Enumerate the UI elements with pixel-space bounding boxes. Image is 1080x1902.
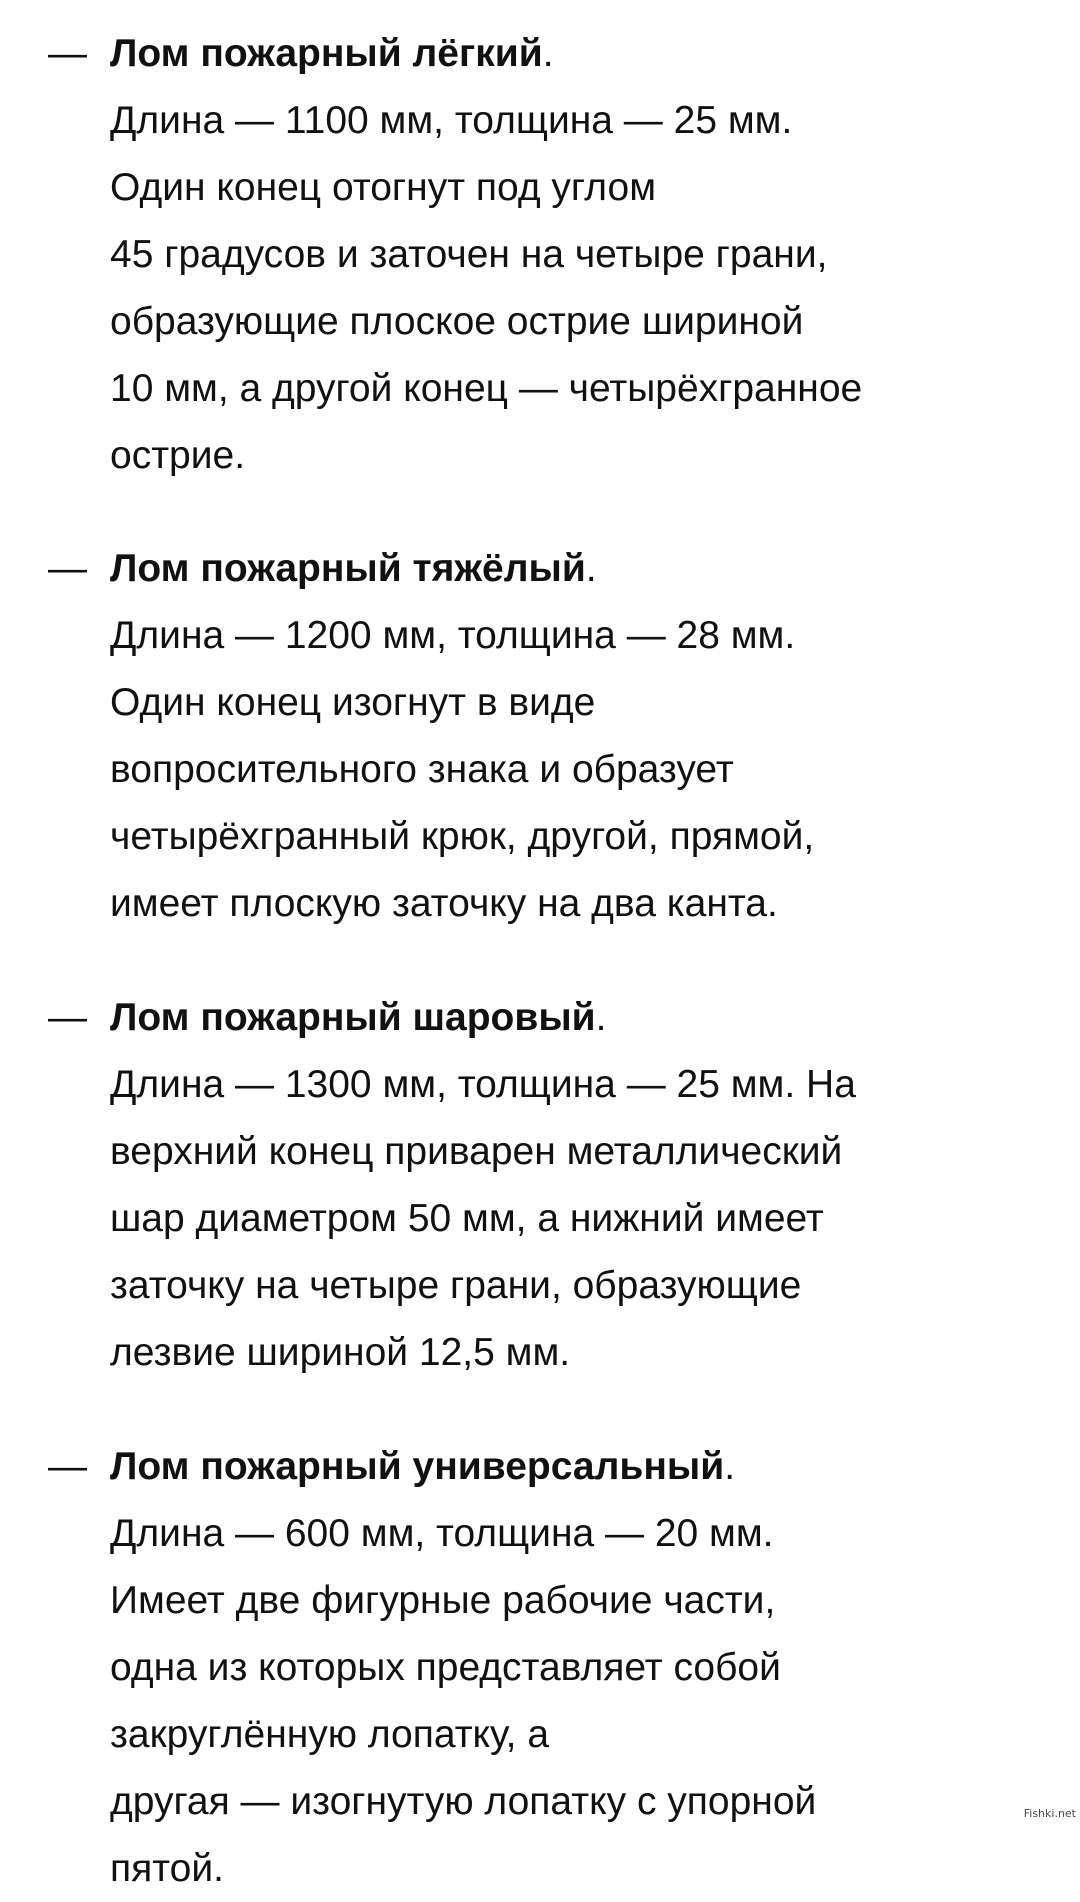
text-line: заточку на четыре грани, образующие (110, 1264, 802, 1307)
text-line: 45 градусов и заточен на четыре грани, (110, 233, 828, 276)
list-item-heavy-crowbar (0, 535, 1050, 937)
text-line: Длина — 1100 мм, толщина — 25 мм. (110, 99, 793, 142)
text-line: Длина — 600 мм, толщина — 20 мм. (110, 1512, 774, 1555)
list-dash: — (48, 1445, 87, 1488)
list-dash: — (48, 32, 87, 75)
watermark: Fishki.net (1023, 1807, 1076, 1820)
list-dash: — (48, 996, 87, 1039)
text-line: лезвие шириной 12,5 мм. (110, 1331, 571, 1374)
item-title: Лом пожарный универсальный (110, 1445, 725, 1488)
item-title-period: . (585, 547, 597, 590)
text-line: вопросительного знака и образует (110, 748, 734, 791)
item-title-line (110, 984, 1050, 1051)
text-line: имеет плоскую заточку на два канта. (110, 882, 778, 925)
item-title-period: . (595, 996, 607, 1039)
list-dash: — (48, 547, 87, 590)
text-line: верхний конец приварен металлический (110, 1130, 843, 1173)
item-title: Лом пожарный шаровый (110, 996, 596, 1039)
list-item-light-crowbar (0, 20, 1050, 489)
text-line: острие. (110, 434, 246, 477)
list-item-universal-crowbar (0, 1433, 1050, 1902)
text-line: Один конец отогнут под углом (110, 166, 656, 209)
item-title-line (110, 20, 1050, 87)
text-line: Длина — 1200 мм, толщина — 28 мм. (110, 614, 796, 657)
text-line: одна из которых представляет собой (110, 1646, 781, 1689)
item-title-line (110, 1433, 1050, 1500)
item-title-period: . (542, 32, 554, 75)
list-item-ball-crowbar (0, 984, 1050, 1386)
text-line: 10 мм, а другой конец — четырёхгранное (110, 367, 863, 410)
text-line: Длина — 1300 мм, толщина — 25 мм. На (110, 1063, 856, 1106)
text-line: Один конец изогнут в виде (110, 681, 596, 724)
item-title-line (110, 535, 1050, 602)
text-line: шар диаметром 50 мм, а нижний имеет (110, 1197, 824, 1240)
text-line: пятой. (110, 1847, 224, 1890)
text-line: другая — изогнутую лопатку с упорной (110, 1780, 817, 1823)
text-line: закруглённую лопатку, а (110, 1713, 550, 1756)
item-title: Лом пожарный лёгкий (110, 32, 543, 75)
item-title: Лом пожарный тяжёлый (110, 547, 586, 590)
item-title-period: . (724, 1445, 736, 1488)
text-line: образующие плоское острие шириной (110, 300, 804, 343)
text-line: четырёхгранный крюк, другой, прямой, (110, 815, 815, 858)
text-line: Имеет две фигурные рабочие части, (110, 1579, 776, 1622)
